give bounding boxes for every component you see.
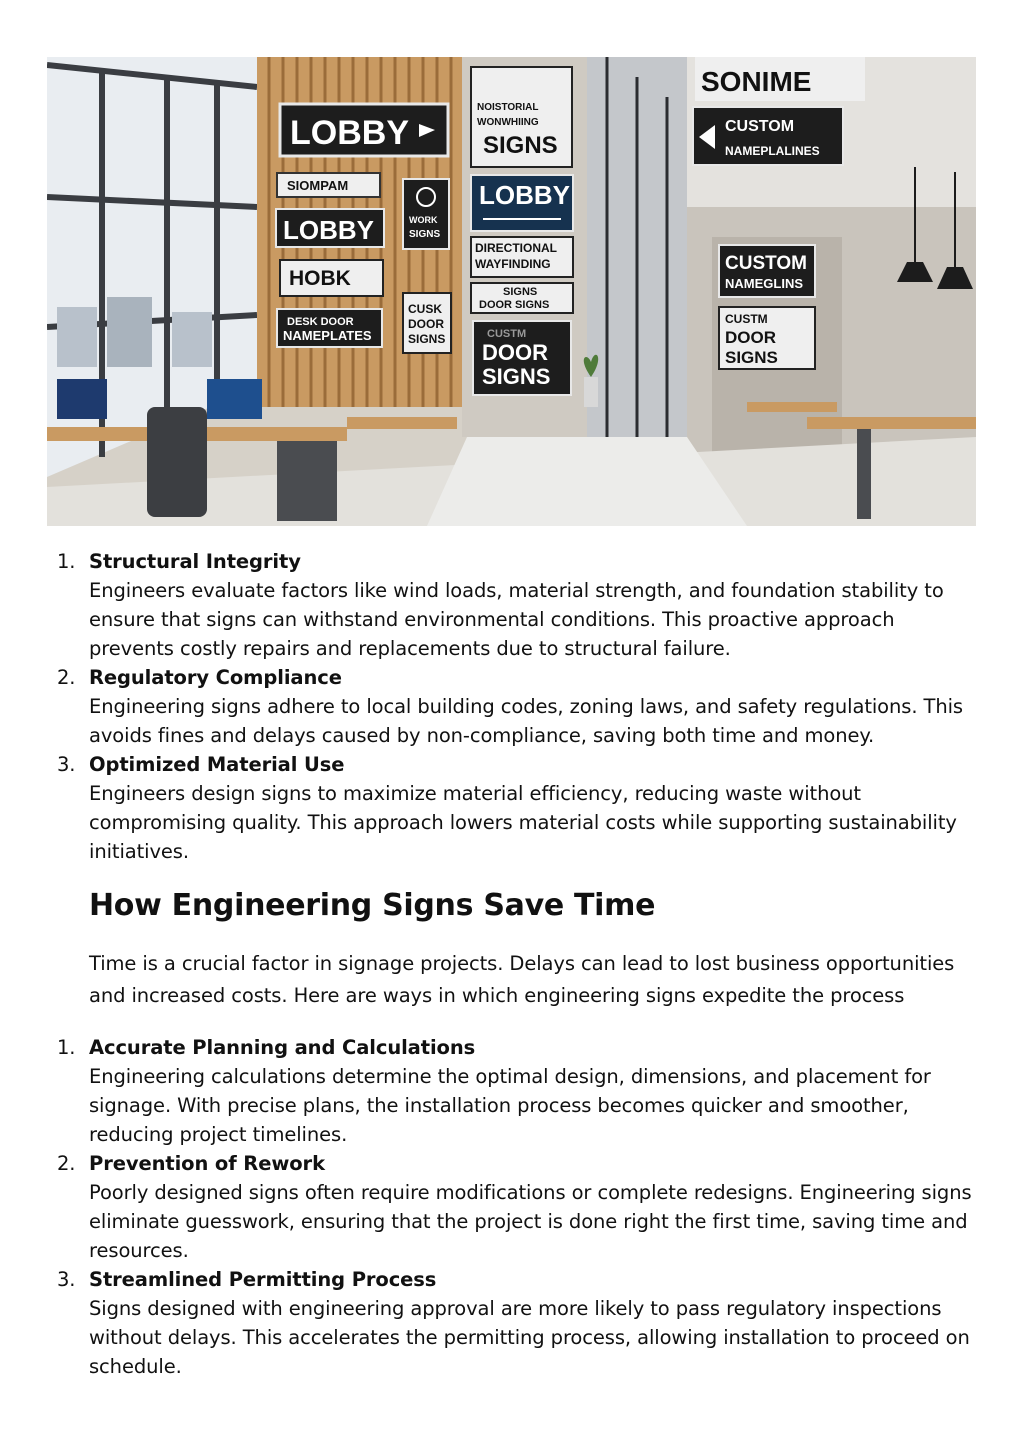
sign-directional-line2: WAYFINDING [475, 257, 551, 271]
list-number: 3. [57, 753, 76, 776]
list-number: 2. [57, 666, 76, 689]
list-item-body: Engineering calculations determine the optimal design, dimensions, and placement for signage. With precise plans, the installation process becomes quicker and smoother, reducing project timelines. [89, 1065, 931, 1146]
sign-custom-nameplates-line1: CUSTOM [725, 118, 795, 135]
sign-signs-line1: SIGNS [503, 286, 538, 298]
sign-custom-namegins-line1: CUSTOM [725, 253, 807, 274]
list-item [57, 750, 979, 866]
sign-stompam: SIOMPAM [287, 178, 349, 193]
sign-custm-right-line2: DOOR [725, 328, 776, 347]
sign-custom-nameplates-line2: NAMEPLALINES [725, 144, 820, 158]
list-number: 1. [57, 550, 76, 573]
sign-custm-line1: CUSTM [487, 328, 527, 340]
section-intro: Time is a crucial factor in signage projects. Delays can lead to lost business opportunities and increased costs. Here are ways in which engineering signs expedite the process [89, 952, 955, 1007]
sign-nostorial-line2: WONWHIING [477, 117, 539, 128]
benefits-list [57, 547, 979, 866]
sign-nostorial-line3: SIGNS [483, 132, 558, 159]
list-item-title: Structural Integrity [89, 550, 301, 573]
list-number: 2. [57, 1152, 76, 1175]
list-item [57, 1265, 979, 1381]
office-signage-illustration [47, 57, 976, 526]
sign-custm-right-line3: SIGNS [725, 348, 778, 367]
list-number: 1. [57, 1036, 76, 1059]
sign-desk-line1: DESK DOOR [287, 316, 354, 328]
sign-custm-line3: SIGNS [482, 364, 551, 389]
list-item [57, 547, 979, 663]
list-item [57, 1033, 979, 1149]
list-item [57, 663, 979, 750]
sign-hobk: HOBK [289, 267, 351, 290]
list-item-title: Optimized Material Use [89, 753, 345, 776]
list-item-body: Engineers evaluate factors like wind loads, material strength, and foundation stability to ensure that signs can withstand environmental conditions. This proactive approach prevents costly repairs and replacements due to structural failure. [89, 579, 944, 660]
list-item-body: Poorly designed signs often require modifications or complete redesigns. Engineering signs eliminate guesswork, ensuring that the project is done right the first time, saving time and resources. [89, 1181, 972, 1262]
sign-lobby-medium: LOBBY [283, 215, 374, 245]
sign-cusk-line1: CUSK [408, 302, 443, 316]
sign-cusk-line2: DOOR [408, 317, 444, 331]
list-item [57, 1149, 979, 1265]
sign-work-line2: SIGNS [409, 229, 441, 240]
section-heading: How Engineering Signs Save Time [89, 888, 656, 923]
sign-nostorial-line1: NOISTORIAL [477, 102, 539, 113]
time-saving-list [57, 1033, 979, 1381]
list-item-body: Signs designed with engineering approval are more likely to pass regulatory inspections without delays. This accelerates the permitting process, allowing installation to proceed on schedule. [89, 1297, 970, 1378]
list-number: 3. [57, 1268, 76, 1291]
list-item-title: Accurate Planning and Calculations [89, 1036, 476, 1059]
list-item-body: Engineers design signs to maximize material efficiency, reducing waste without compromising quality. This approach lowers material costs while supporting sustainability initiatives. [89, 782, 957, 863]
sign-desk-line2: NAMEPLATES [283, 328, 372, 343]
sign-directional-line1: DIRECTIONAL [475, 241, 557, 255]
sign-sonime: SONIME [701, 66, 812, 97]
list-item-body: Engineering signs adhere to local building codes, zoning laws, and safety regulations. This avoids fines and delays caused by non-compliance, saving both time and money. [89, 695, 963, 747]
sign-cusk-line3: SIGNS [408, 332, 446, 346]
sign-work-line1: WORK [409, 215, 438, 225]
list-item-title: Streamlined Permitting Process [89, 1268, 437, 1291]
list-item-title: Regulatory Compliance [89, 666, 342, 689]
sign-signs-line2: DOOR SIGNS [479, 299, 550, 311]
sign-lobby-large: LOBBY [290, 114, 409, 152]
sign-lobby-blue: LOBBY [479, 180, 570, 210]
hero-image [47, 57, 976, 526]
list-item-title: Prevention of Rework [89, 1152, 325, 1175]
sign-custom-namegins-line2: NAMEGLINS [725, 276, 803, 291]
sign-custm-right-line1: CUSTM [725, 312, 768, 326]
sign-custm-line2: DOOR [482, 340, 548, 365]
